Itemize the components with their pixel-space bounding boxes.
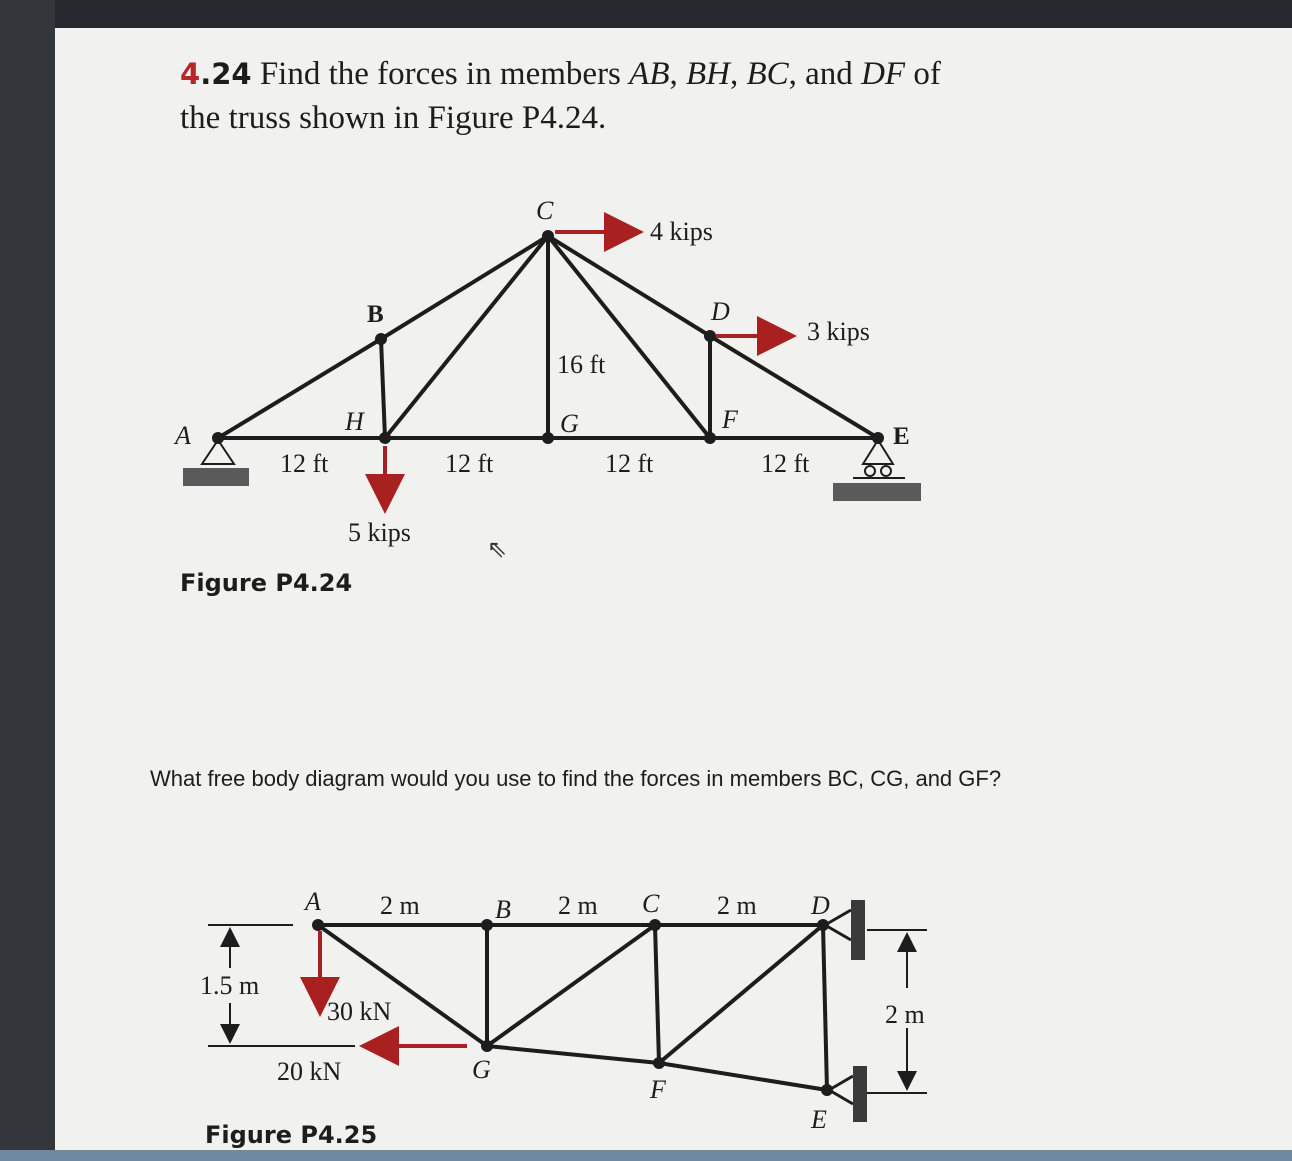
member-bh: BH [685,56,730,92]
joint-f2 [653,1057,665,1069]
figure-caption-p4-25: Figure P4.25 [205,1121,378,1149]
dim-span-4: 12 ft [761,449,810,478]
figure-caption-p4-24: Figure P4.24 [180,569,353,597]
member-ab: AB [629,56,670,92]
load-label-d: 3 kips [807,317,870,346]
dim-span-2: 12 ft [445,449,494,478]
ground-e [833,483,921,501]
label-joint-e: E [893,423,910,450]
member-c-f [548,236,710,438]
label-joint-h: H [345,407,364,436]
figures-canvas [55,28,1292,1150]
member-bc: BC [746,56,789,92]
dim-ab: 2 m [380,891,420,920]
monitor-bezel-left [0,0,55,1161]
wall-d [851,900,865,960]
label-joint-b: B [367,301,384,328]
joint-b2 [481,919,493,931]
wall-e [853,1066,867,1122]
mouse-cursor-icon: ⇖ [487,537,508,563]
label-joint-a2: A [305,887,321,916]
member-b-c [381,236,548,339]
load-label-vertical: 30 kN [327,997,392,1026]
member-f-d2 [659,925,823,1063]
member-a-g2 [318,925,487,1046]
document-page [55,28,1292,1150]
problem-statement: 4.24 Find the forces in members AB, BH, BC, and DF of the truss shown in Figure P4.24. [180,56,941,136]
label-joint-a: A [175,421,191,450]
joint-f [704,432,716,444]
joint-c [542,230,554,242]
member-g-f2 [487,1046,659,1063]
label-joint-c: C [536,196,554,225]
joint-c2 [649,919,661,931]
monitor-bezel-bottom [0,1150,1292,1161]
label-joint-b2: B [495,895,511,924]
dim-right-height: 2 m [885,1000,925,1029]
label-joint-d: D [711,297,730,326]
load-label-horizontal: 20 kN [277,1057,342,1086]
dim-bc: 2 m [558,891,598,920]
member-df: DF [861,56,906,92]
dim-span-1: 12 ft [280,449,329,478]
ground-a [183,468,249,486]
joint-b [375,333,387,345]
truss-figure-p4-25 [200,887,927,1149]
member-h-c [385,236,548,438]
joint-g2 [481,1040,493,1052]
member-c-f2 [655,925,659,1063]
dim-left-height: 1.5 m [200,971,260,1000]
member-d-e2 [823,925,827,1090]
joint-h [379,432,391,444]
label-joint-e2: E [811,1105,827,1134]
label-joint-f: F [722,405,738,434]
problem-intro: Find the forces in members [259,56,621,92]
joint-g [542,432,554,444]
label-joint-g2: G [472,1055,491,1084]
label-joint-c2: C [642,889,660,918]
member-c-d [548,236,710,336]
label-joint-f2: F [650,1075,666,1104]
load-label-h: 5 kips [348,518,411,547]
load-label-c: 4 kips [650,217,713,246]
joint-a2 [312,919,324,931]
question-text: What free body diagram would you use to find the forces in members BC, CG, and GF? [150,766,1002,791]
joint-a [212,432,224,444]
dim-cd: 2 m [717,891,757,920]
problem-of: of [913,56,941,92]
dim-height: 16 ft [557,350,606,379]
label-joint-g: G [560,409,579,438]
joint-d [704,330,716,342]
member-g-c2 [487,925,655,1046]
problem-number: 4.24 [180,57,252,91]
joint-e [872,432,884,444]
member-b-h [381,339,385,438]
truss-figure-p4-24 [173,196,921,597]
monitor-bezel-top [0,0,1292,28]
member-f-e2 [659,1063,827,1090]
problem-end: the truss shown in Figure P4.24. [180,100,607,136]
dim-span-3: 12 ft [605,449,654,478]
label-joint-d2: D [811,891,830,920]
